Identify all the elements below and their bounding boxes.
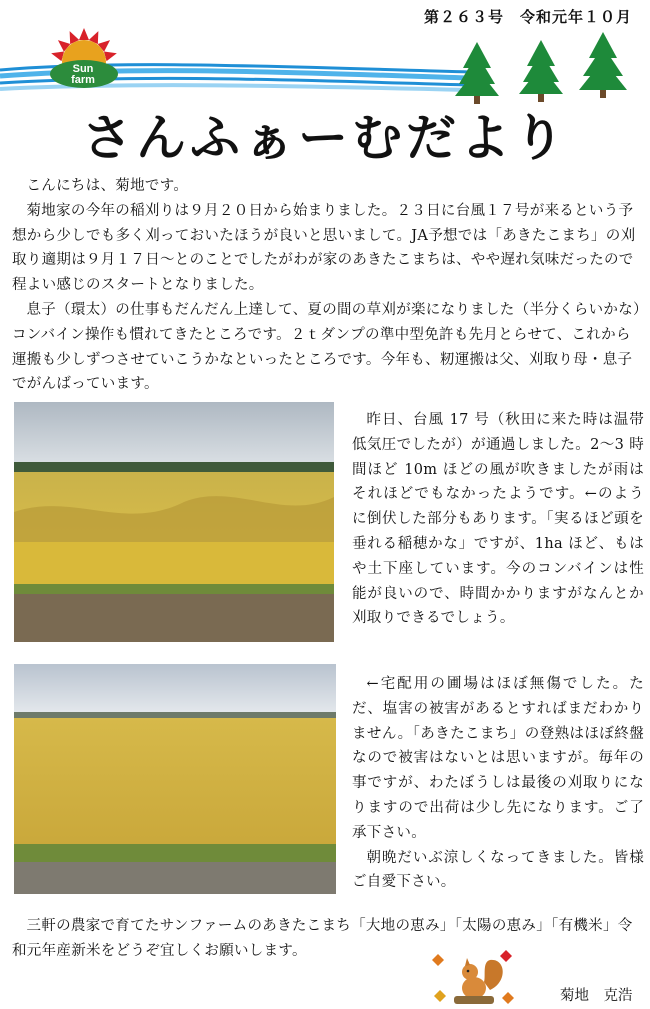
issue-number: 第２６３号 令和元年１０月 <box>423 8 632 26</box>
newsletter-title: さんふぁーむだより <box>82 108 568 167</box>
logo-word-sun: Sun <box>72 63 94 75</box>
closing-paragraph: 三軒の農家で育てたサンファームのあきたこまち「大地の恵み」「太陽の恵み」「有機米」令和元年産新米をどうぞ宜しくお願いします。 <box>12 918 633 959</box>
intro-paragraph-harvest: 菊地家の今年の稲刈りは９月２０日から始まりました。２３日に台風１７号が来るという予想から少しでも多く刈っておいたほうが良いと思いまして。JA予想では「あきたこまち」の刈取り適期は９月１７日～とのことでしたがわが家のあきたこまちは、やや遅れ気味だったので程よい感じのスタートとなりました。 <box>12 202 636 294</box>
logo-word-farm: farm <box>71 74 95 86</box>
lodged-rice-field-photo <box>14 402 334 642</box>
author-signature: 菊地 克浩 <box>560 988 633 1004</box>
delivery-rice-field-photo <box>14 664 336 894</box>
delivery-field-paragraph: ←宅配用の圃場はほぼ無傷でした。ただ、塩害の被害があるとすればまだわかりません。「あきたこまち」の登熟はほぼ終盤なので被害はないとは思いますが。毎年の事ですが、わたぼうしは最後の刈取りになりますので出荷は少し先になります。ご了承下さい。 <box>352 676 644 841</box>
squirrel-autumn-leaves-icon <box>432 946 518 1006</box>
typhoon-report <box>352 408 644 631</box>
logo-wordmark <box>48 64 118 86</box>
typhoon-paragraph: 昨日、台風 17 号（秋田に来た時は温帯低気圧でしたが）が通過しました。2～3 時間ほど 10m ほどの風が吹きましたが雨はそれほどでもなかったようです。←のように倒伏した部分もあります。「実るほど頭を垂れる稲穂かな」ですが、1ha ほど、もはや土下座しています。今のコンバインは性能が良いので、時間かかりますがなんとか刈取りできるでしょう。 <box>352 412 644 627</box>
delivery-field-report <box>352 672 644 895</box>
season-greeting-paragraph: 朝晩だいぶ涼しくなってきました。皆様ご自愛下さい。 <box>352 849 644 891</box>
intro-paragraph-son: 息子（環太）の仕事もだんだん上達して、夏の間の草刈が楽になりました（半分くらいかな）コンバイン操作も慣れてきたところです。２ｔダンプの準中型免許も先月とらせて、これから運搬も少しずつさせていこうかなといったところです。今年も、籾運搬は父、刈取り母・息子でがんばっています。 <box>12 301 641 393</box>
pine-trees-icon <box>455 28 645 104</box>
intro-greeting: こんにちは、菊地です。 <box>26 178 189 194</box>
closing-section <box>12 914 642 964</box>
intro-section <box>12 174 642 397</box>
